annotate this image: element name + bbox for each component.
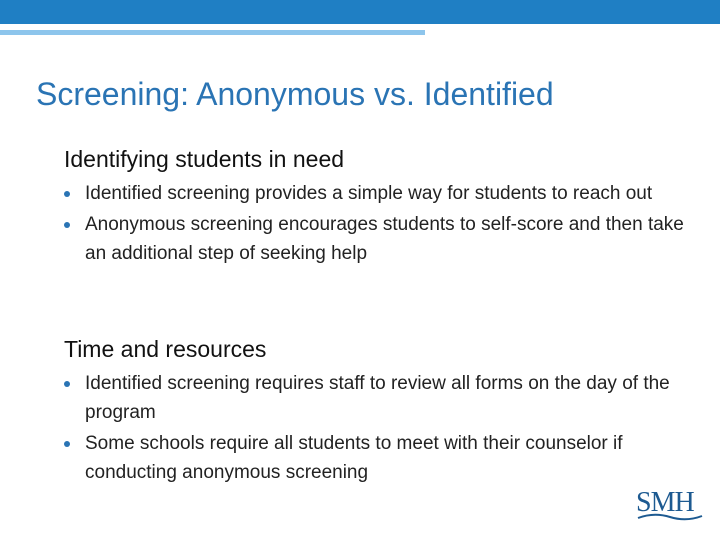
slide-title: Screening: Anonymous vs. Identified (36, 76, 554, 112)
bullet-item (64, 369, 694, 427)
bullet-dot-icon (64, 441, 70, 447)
section-time-resources (64, 336, 694, 489)
smh-logo (636, 488, 704, 524)
bullet-dot-icon (64, 381, 70, 387)
section-identifying-students (64, 146, 694, 270)
top-color-bar (0, 0, 720, 24)
bullet-list (64, 369, 694, 487)
bullet-dot-icon (64, 191, 70, 197)
bullet-item (64, 179, 694, 208)
bullet-list (64, 179, 694, 268)
wave-icon (636, 512, 704, 522)
bullet-item (64, 210, 694, 268)
accent-color-bar (0, 30, 425, 35)
section-heading: Time and resources (64, 336, 267, 362)
logo-text: SMH (636, 487, 694, 518)
section-heading: Identifying students in need (64, 146, 345, 172)
bullet-text: Identified screening requires staff to review all forms on the day of the program (85, 373, 670, 423)
bullet-text: Identified screening provides a simple way for students to reach out (85, 183, 653, 204)
bullet-dot-icon (64, 222, 70, 228)
bullet-text: Some schools require all students to meet with their counselor if conducting anonymous screening (85, 433, 623, 483)
bullet-item (64, 429, 694, 487)
bullet-text: Anonymous screening encourages students to self-score and then take an additional step of seeking help (85, 214, 684, 264)
